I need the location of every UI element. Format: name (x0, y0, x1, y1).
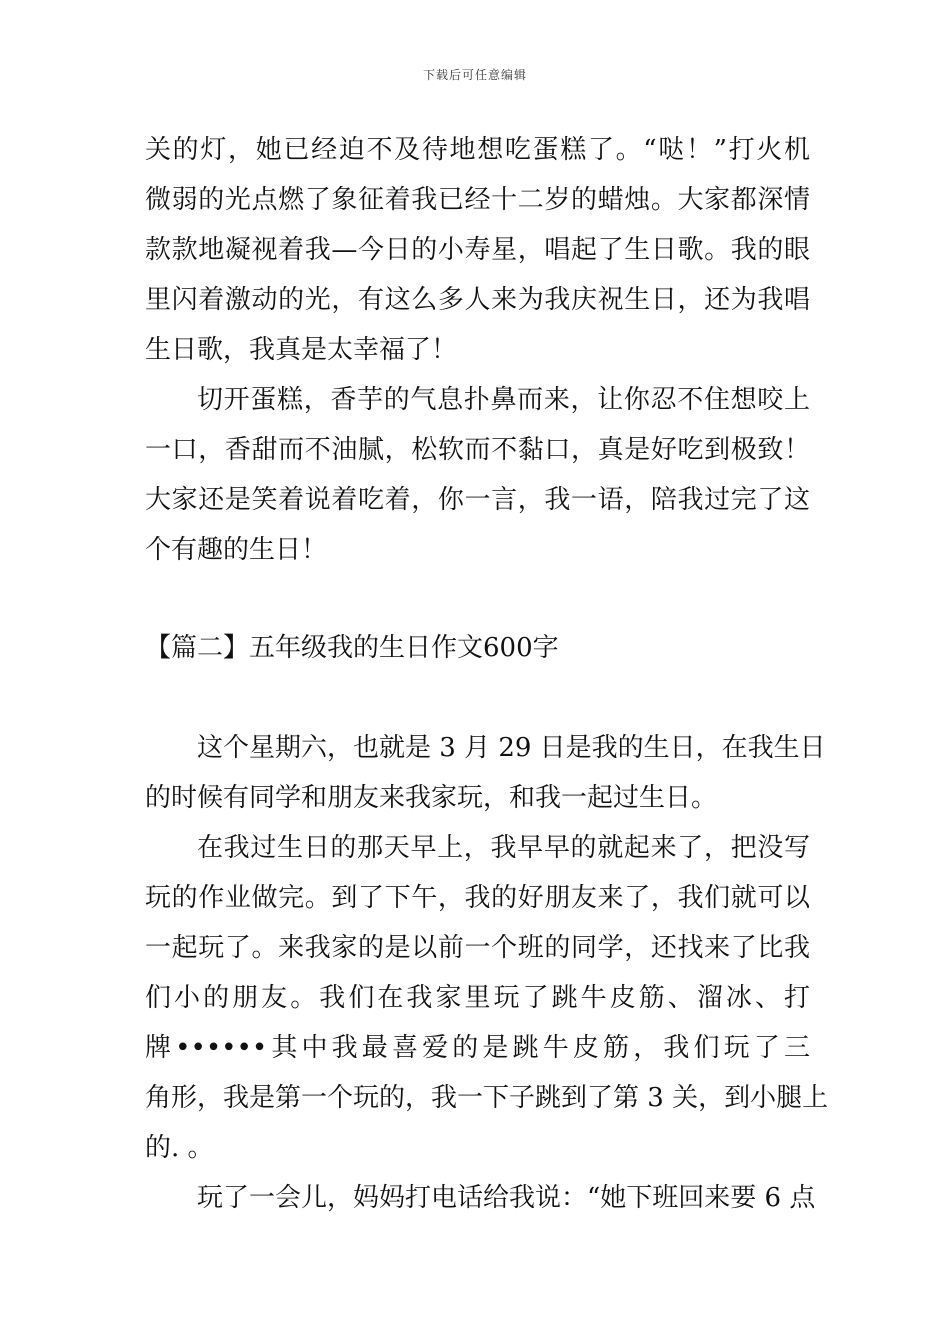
text-line: 里闪着激动的光，有这么多人来为我庆祝生日，还为我唱 (145, 285, 810, 315)
text-line: 玩了一会儿，妈妈打电话给我说：“她下班回来要 6 点 (197, 1183, 816, 1213)
text-line: 角形，我是第一个玩的，我一下子跳到了第 3 关，到小腿上 (145, 1083, 829, 1113)
text-line: 的时候有同学和朋友来我家玩，和我一起过生日。 (145, 783, 718, 813)
text-line: 一起玩了。来我家的是以前一个班的同学，还找来了比我 (145, 933, 810, 963)
text-line: 个有趣的生日！ (145, 535, 328, 565)
text-line: 玩的作业做完。到了下午，我的好朋友来了，我们就可以 (145, 883, 810, 913)
text-line: 这个星期六，也就是 3 月 29 日是我的生日，在我生日 (197, 733, 826, 763)
text-line: 们小的朋友。我们在我家里玩了跳牛皮筋、溜冰、打 (145, 983, 810, 1013)
text-line: 牌••••••其中我最喜爱的是跳牛皮筋，我们玩了三 (145, 1033, 810, 1063)
text-line: 一口，香甜而不油腻，松软而不黏口，真是好吃到极致！ (145, 435, 810, 465)
text-line: 关的灯，她已经迫不及待地想吃蛋糕了。“哒！”打火机 (145, 135, 810, 165)
text-line: 的. 。 (145, 1133, 214, 1163)
text-line: 款款地凝视着我—今日的小寿星，唱起了生日歌。我的眼 (145, 235, 810, 265)
page-header: 下载后可任意编辑 (422, 68, 527, 82)
section-heading: 【篇二】五年级我的生日作文600字 (145, 633, 559, 663)
text-line: 生日歌，我真是太幸福了！ (145, 335, 458, 365)
text-line: 切开蛋糕，香芋的气息扑鼻而来，让你忍不住想咬上 (197, 385, 810, 415)
text-line: 大家还是笑着说着吃着，你一言，我一语，陪我过完了这 (145, 485, 810, 515)
text-line: 在我过生日的那天早上，我早早的就起来了，把没写 (197, 833, 810, 863)
text-line: 微弱的光点燃了象征着我已经十二岁的蜡烛。大家都深情 (145, 185, 810, 215)
